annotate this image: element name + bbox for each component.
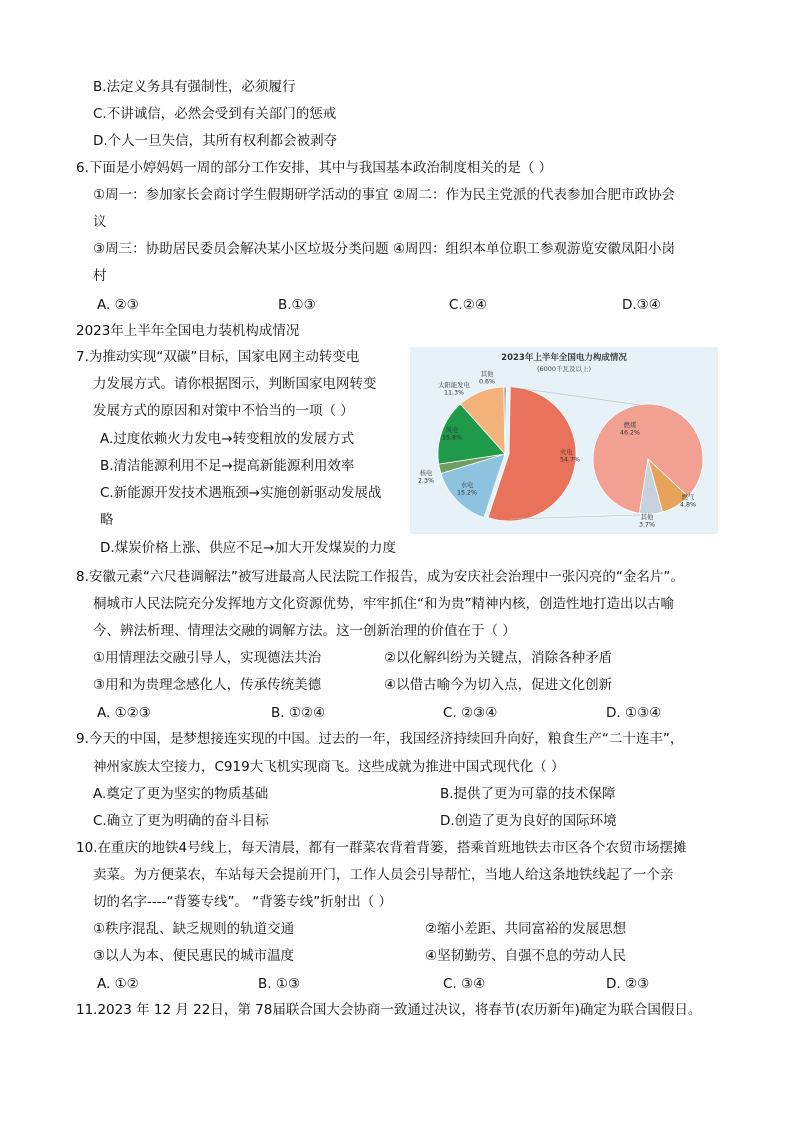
q9-option-b: B.提供了更为可靠的技术保障	[440, 786, 616, 802]
q10-statement: ①秩序混乱、缺乏规则的轨道交通	[93, 921, 295, 937]
q7-stem: 发展方式的原因和对策中不恰当的一项（ ）	[93, 403, 354, 419]
q9-option-c: C.确立了更为明确的奋斗目标	[93, 813, 269, 829]
q10-stem: 切的名字----“背篓专线”。 “背篓专线”折射出（ ）	[93, 894, 393, 910]
q10-choice-b: B. ①③	[258, 976, 301, 992]
q8-choice-a: A. ①②③	[97, 705, 151, 721]
q7-stem: 7.为推动实现“双碳”目标，国家电网主动转变电	[76, 349, 360, 365]
pie-label-火电: 火电 54.7%	[560, 449, 581, 464]
chart-caption: 2023年上半年全国电力装机构成情况	[76, 323, 300, 339]
q7-option-d: D.煤炭价格上涨、供应不足→加大开发煤炭的力度	[100, 540, 396, 556]
q10-stem: 10.在重庆的地铁4号线上，每天清晨，都有一群菜农背着背篓，搭乘首班地铁去市区各个农贸市场摆摊	[76, 840, 687, 856]
q6-choice-a: A. ②③	[97, 297, 139, 313]
q5-option-b: B.法定义务具有强制性，必须履行	[93, 79, 296, 95]
q8-stem: 桐城市人民法院充分发挥地方文化资源优势，牢牢抓住“和为贵”精神内核，创造性地打造出以古喻	[93, 596, 674, 612]
q10-choice-c: C. ③④	[443, 976, 486, 992]
q8-choice-b: B. ①②④	[271, 705, 326, 721]
q6-choice-d: D.③④	[622, 297, 661, 313]
q10-statement: ③以人为本、便民惠民的城市温度	[93, 948, 295, 964]
q6-statement-line: ③周三：协助居民委员会解决某小区垃圾分类问题 ④周四：组织本单位职工参观游览安徽凤阳小岗	[93, 241, 675, 257]
q8-stem: 今、辨法析理、情理法交融的调解方法。这一创新治理的价值在于（ ）	[93, 623, 516, 639]
q7-option-c: C.新能源开发技术遇瓶颈→实施创新驱动发展战	[100, 485, 382, 501]
q8-stem: 8.安徽元素“六尺巷调解法”被写进最高人民法院工作报告，成为安庆社会治理中一张闪亮的“金名片”。	[76, 569, 684, 585]
power-mix-chart	[410, 347, 718, 534]
q5-option-d: D.个人一旦失信，其所有权利都会被剥夺	[93, 133, 338, 149]
q6-stem: 6.下面是小婷妈妈一周的部分工作安排，其中与我国基本政治制度相关的是（ ）	[76, 160, 553, 176]
q11-stem: 11.2023 年 12 月 22日，第 78届联合国大会协商一致通过决议，将春节(农历新年)确定为联合国假日。	[76, 1002, 702, 1018]
q6-choice-b: B.①③	[278, 297, 316, 313]
q8-choice-d: D. ①③④	[606, 705, 662, 721]
q6-statement-line: ①周一：参加家长会商讨学生假期研学活动的事宜 ②周二：作为民主党派的代表参加合肥市政协会	[93, 187, 675, 203]
q5-option-c: C.不讲诚信，必然会受到有关部门的惩戒	[93, 106, 337, 122]
q6-statement-line: 议	[93, 214, 107, 230]
q8-statement: ③用和为贵理念感化人，传承传统美德	[93, 677, 322, 693]
q6-statement-line: 村	[93, 268, 107, 284]
q7-option-b: B.清洁能源利用不足→提高新能源利用效率	[100, 458, 355, 474]
chart-title: 2023年上半年全国电力构成情况	[501, 353, 627, 363]
q9-stem: 9.今天的中国，是梦想接连实现的中国。过去的一年，我国经济持续回升向好，粮食生产“二十连丰”，	[76, 731, 684, 747]
q8-statement: ①用情理法交融引导人，实现德法共治	[93, 650, 322, 666]
pie-label-其他: 其他 0.6%	[479, 371, 495, 386]
q10-stem: 卖菜。为方便菜农，车站每天会提前开门，工作人员会引导帮忙，当地人给这条地铁线起了一个亲	[93, 867, 674, 883]
pie-label-水电: 水电 15.2%	[456, 482, 478, 497]
q9-option-a: A.奠定了更为坚实的物质基础	[93, 786, 269, 802]
q10-statement: ②缩小差距、共同富裕的发展思想	[425, 921, 627, 937]
q8-choice-c: C. ②③④	[443, 705, 498, 721]
q9-stem: 神州家族太空接力，C919大飞机实现商飞。这些成就为推进中国式现代化（ ）	[93, 759, 565, 775]
q10-statement: ④坚韧勤劳、自强不息的劳动人民	[425, 948, 627, 964]
q9-option-d: D.创造了更为良好的国际环境	[440, 813, 617, 829]
pie-label-核电: 核电 2.3%	[418, 470, 434, 485]
q8-statement: ④以借古喻今为切入点，促进文化创新	[384, 677, 613, 693]
sub-label-燃煤: 燃煤 46.2%	[619, 422, 641, 437]
chart-subtitle: (6000千瓦及以上)	[536, 365, 592, 373]
sub-label-燃气: 燃气 4.8%	[680, 494, 696, 509]
q7-option-a: A.过度依赖火力发电→转变粗放的发展方式	[100, 431, 355, 447]
sub-label-其他: 其他 3.7%	[639, 514, 655, 529]
q7-option-c-cont: 略	[100, 512, 114, 528]
q8-statement: ②以化解纠纷为关键点，消除各种矛盾	[384, 650, 613, 666]
q6-choice-c: C.②④	[449, 297, 487, 313]
pie-label-风电: 风电 15.8%	[441, 427, 463, 442]
q10-choice-a: A. ①②	[97, 976, 139, 992]
q10-choice-d: D. ②③	[606, 976, 650, 992]
q7-stem: 力发展方式。请你根据图示，判断国家电网转变	[93, 376, 377, 392]
main-pie	[438, 387, 576, 521]
pie-label-太阳能发电: 太阳能发电 11.3%	[438, 382, 470, 397]
